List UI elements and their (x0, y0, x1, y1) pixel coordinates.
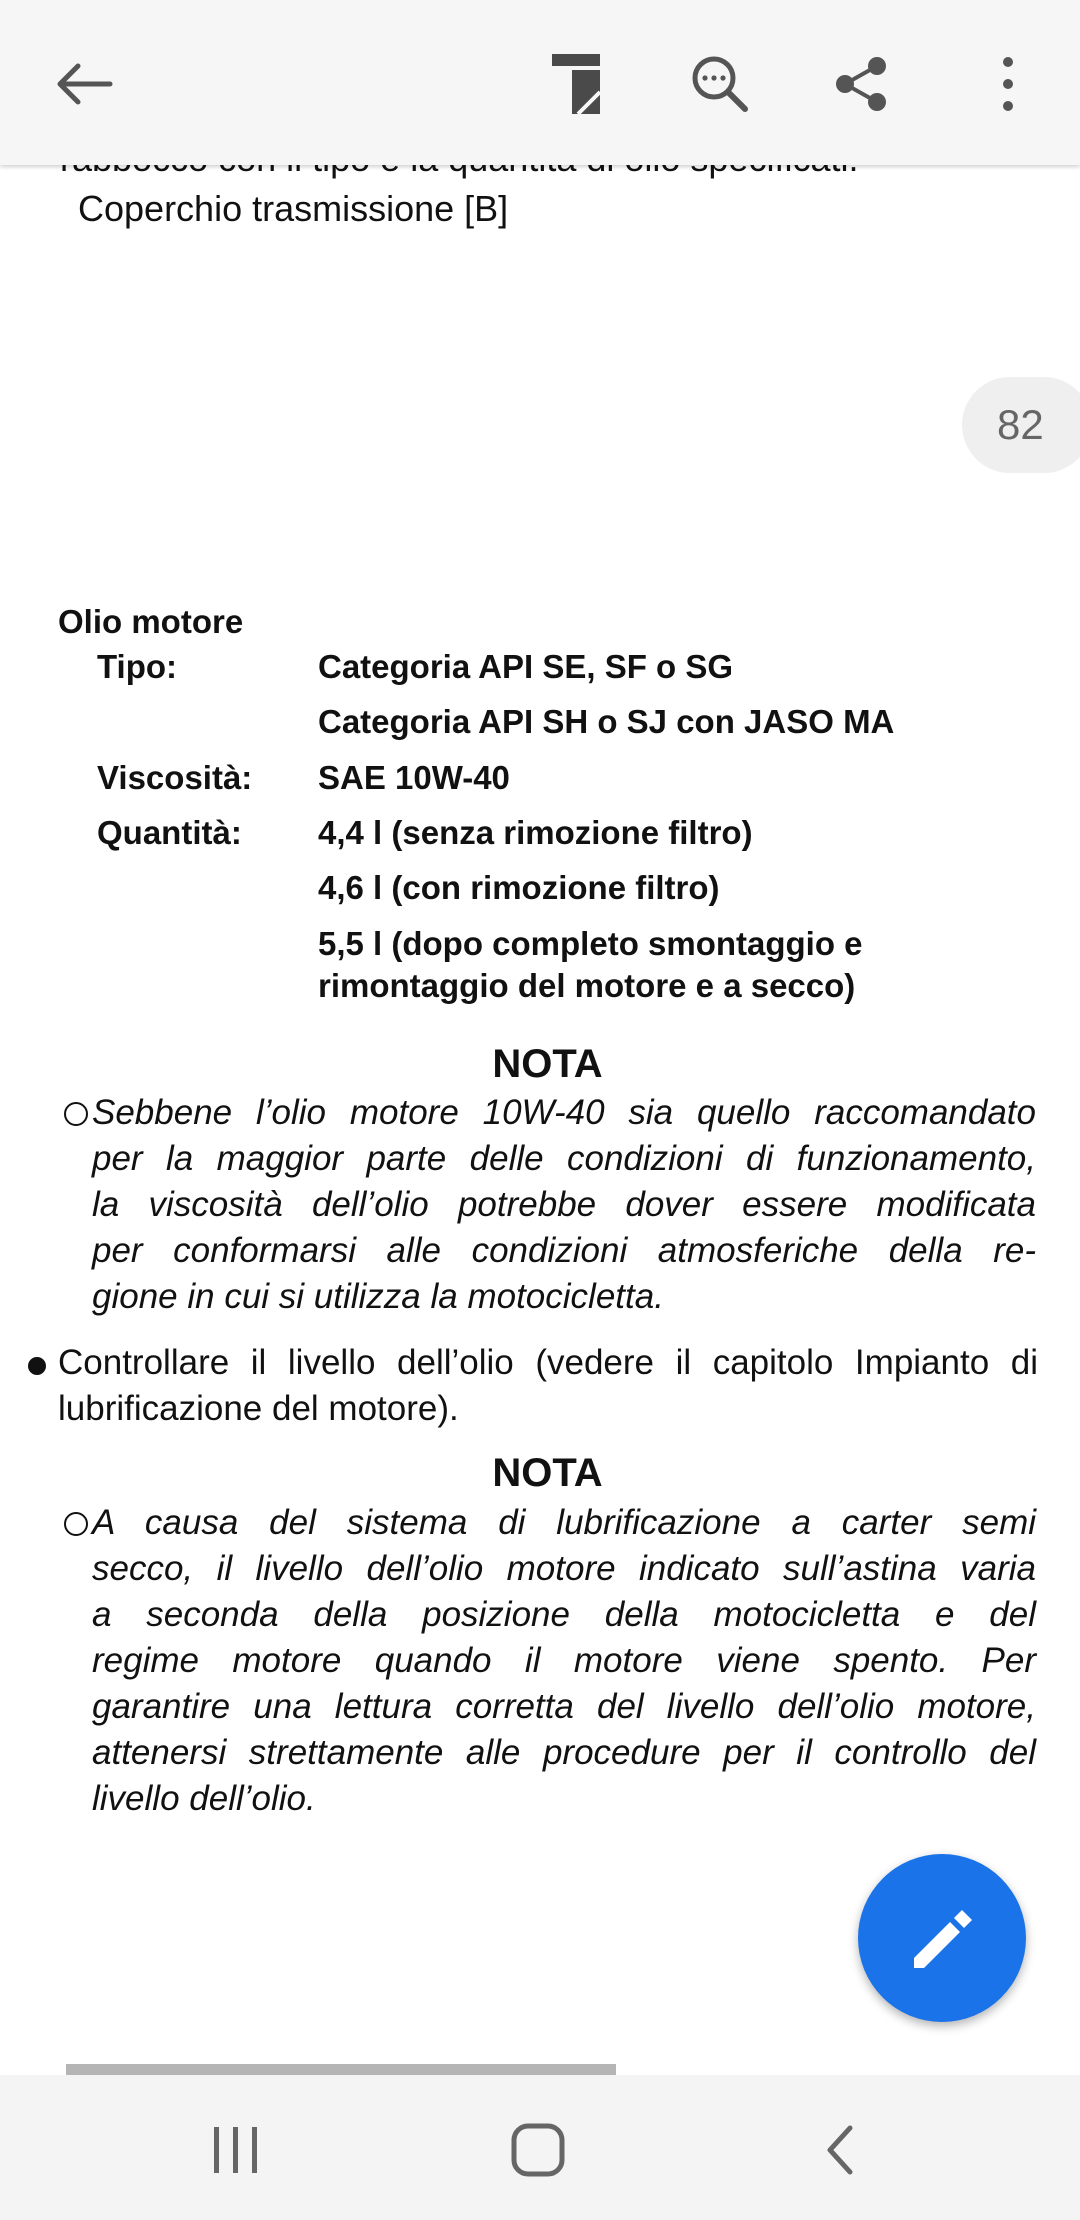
spec-value-quantity-3: 5,5 l (dopo completo smontaggio e (318, 925, 863, 962)
share-button[interactable] (817, 40, 905, 128)
note-line: attenersi strettamente alle procedure per il controllo del (92, 1733, 1036, 1772)
edit-fab-button[interactable] (858, 1854, 1026, 2022)
more-options-button[interactable] (964, 40, 1052, 128)
search-icon (689, 53, 751, 115)
edit-pencil-icon (906, 1902, 978, 1974)
note-circle-icon (64, 1102, 88, 1126)
note-line: la viscosità dell’olio potrebbe dover essere modificata (92, 1185, 1036, 1224)
page-number: 82 (997, 401, 1044, 448)
note-title: NOTA (492, 1042, 603, 1086)
transmission-cover-line: Coperchio trasmissione [B] (78, 188, 509, 229)
search-button[interactable] (676, 40, 764, 128)
spec-label-type: Tipo: (97, 648, 178, 685)
spec-value-type-2: Categoria API SH o SJ con JASO MA (318, 703, 895, 740)
oil-section-heading: Olio motore (58, 603, 244, 640)
home-icon (510, 2122, 566, 2178)
note-line: A causa del sistema di lubrificazione a carter semi (92, 1503, 1036, 1542)
note-line: gione in cui si utilizza la motocicletta. (92, 1277, 664, 1316)
note-circle-icon (64, 1512, 88, 1536)
note-title: NOTA (492, 1451, 603, 1495)
spec-label-viscosity: Viscosità: (97, 759, 253, 796)
reading-mode-button[interactable] (532, 40, 620, 128)
spec-value-quantity-2: 4,6 l (con rimozione filtro) (318, 869, 720, 906)
note-line: per la maggior parte delle condizioni di funzionamento, (92, 1139, 1036, 1178)
note-line: secco, il livello dell’olio motore indicato sull’astina varia (92, 1549, 1036, 1588)
note-line: regime motore quando il motore viene spento. Per (92, 1641, 1036, 1680)
horizontal-scrollbar[interactable] (66, 2064, 616, 2075)
note-line: Sebbene l’olio motore 10W-40 sia quello raccomandato (92, 1093, 1036, 1132)
spec-value-quantity-1: 4,4 l (senza rimozione filtro) (318, 814, 753, 851)
bullet-line: Controllare il livello dell’olio (vedere il capitolo Impianto di (58, 1343, 1038, 1382)
spec-label-quantity: Quantità: (97, 814, 242, 851)
spec-value-quantity-4: rimontaggio del motore e a secco) (318, 967, 856, 1004)
bullet-line: lubrificazione del motore). (58, 1389, 459, 1428)
page-number-badge (962, 377, 1080, 473)
note-line: garantire una lettura corretta del livello dell’olio motore, (92, 1687, 1036, 1726)
home-button[interactable] (488, 2105, 588, 2195)
note-line: a seconda della posizione della motocicletta e del (92, 1595, 1036, 1634)
note-line: per conformarsi alle condizioni atmosferiche della re- (92, 1231, 1036, 1270)
note-line: livello dell’olio. (92, 1779, 316, 1818)
more-options-icon (998, 54, 1018, 114)
note-text (92, 1500, 1036, 1822)
share-icon (831, 54, 891, 114)
top-toolbar (0, 0, 1080, 165)
recent-apps-icon (210, 2125, 262, 2175)
spec-value-viscosity: SAE 10W-40 (318, 759, 510, 796)
bullet-icon (28, 1357, 46, 1375)
back-icon (822, 2122, 858, 2178)
back-arrow-icon (54, 60, 114, 108)
note-text (92, 1090, 1036, 1320)
recent-apps-button[interactable] (186, 2105, 286, 2195)
spec-value-type-1: Categoria API SE, SF o SG (318, 648, 734, 685)
reading-mode-icon (550, 52, 602, 116)
back-button[interactable] (40, 40, 128, 128)
back-nav-button[interactable] (790, 2105, 890, 2195)
bullet-text (58, 1340, 1038, 1432)
system-navigation-bar (0, 2075, 1080, 2220)
